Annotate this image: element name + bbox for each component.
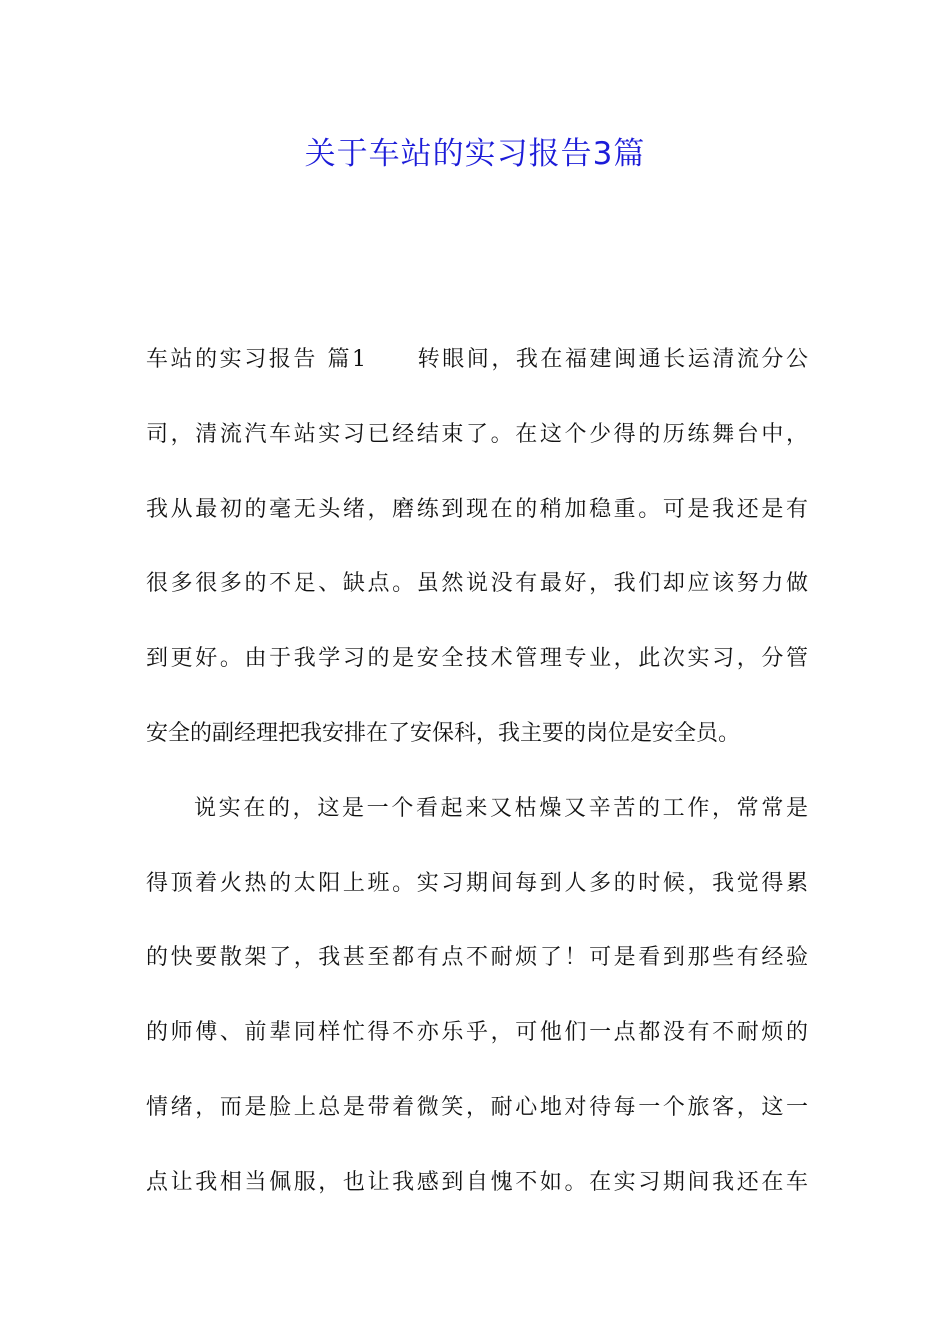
paragraph-line: 的快要散架了，我甚至都有点不耐烦了！可是看到那些有经验	[146, 945, 808, 971]
paragraph-line: 得顶着火热的太阳上班。实习期间每到人多的时候，我觉得累	[146, 870, 808, 896]
paragraph-line: 很多很多的不足、缺点。虽然说没有最好，我们却应该努力做	[146, 571, 808, 597]
document-title: 关于车站的实习报告3篇	[304, 136, 646, 172]
document-body	[146, 334, 808, 1232]
paragraph-line: 车站的实习报告 篇1 转眼间，我在福建闽通长运清流分公	[146, 347, 808, 372]
paragraph-line: 安全的副经理把我安排在了安保科，我主要的岗位是安全员。	[146, 720, 741, 746]
paragraph-line: 情绪，而是脸上总是带着微笑，耐心地对待每一个旅客，这一	[146, 1094, 808, 1120]
paragraph-line: 点让我相当佩服，也让我感到自愧不如。在实习期间我还在车	[146, 1169, 808, 1195]
paragraph-line: 司，清流汽车站实习已经结束了。在这个少得的历练舞台中，	[146, 421, 808, 447]
paragraph-line: 说实在的，这是一个看起来又枯燥又辛苦的工作，常常是	[194, 795, 808, 821]
paragraph-line: 到更好。由于我学习的是安全技术管理专业，此次实习，分管	[146, 646, 808, 672]
paragraph-line: 我从最初的毫无头绪，磨练到现在的稍加稳重。可是我还是有	[146, 496, 808, 522]
paragraph-line: 的师傅、前辈同样忙得不亦乐乎，可他们一点都没有不耐烦的	[146, 1020, 808, 1046]
